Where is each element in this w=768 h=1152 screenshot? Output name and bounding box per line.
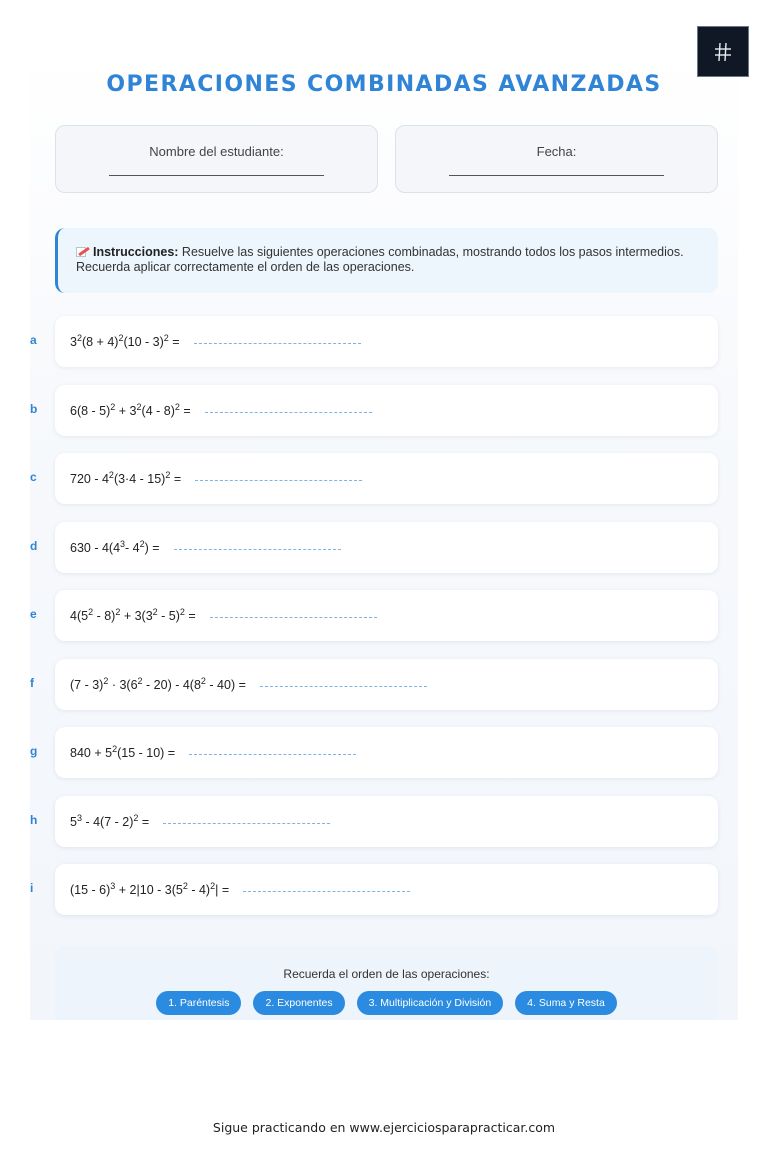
answer-line[interactable] (243, 891, 410, 892)
page-title: OPERACIONES COMBINADAS AVANZADAS (106, 72, 662, 97)
exercise-letter-g: g (30, 744, 38, 758)
exercise-letter-b: b (30, 402, 38, 416)
student-name-line[interactable] (109, 175, 324, 176)
footer-text: Sigue practicando en www.ejerciciosparapracticar.com (212, 1120, 556, 1135)
exercise-letter-h: h (30, 813, 38, 827)
date-box (395, 125, 718, 193)
exercise-letter-c: c (30, 470, 37, 484)
exercise-card-i (55, 864, 718, 915)
exercise-letter-a: a (30, 333, 37, 347)
date-line[interactable] (449, 175, 664, 176)
step-exponents: 2. Exponentes (253, 991, 344, 1015)
order-steps (55, 991, 718, 1015)
exercise-expression: $(15 - 6)^3 + 2|10 - 3(5^2 - 4)^2|$ = (70, 880, 230, 897)
exercise-expression: $5^3 - 4(7 - 2)^2$ = (70, 812, 150, 829)
exercise-expression: $840 + 5^2(15 - 10)$ = (70, 743, 176, 760)
student-name-label: Nombre del estudiante: (149, 144, 284, 159)
exercise-card-d (55, 522, 718, 573)
reminder-title: Recuerda el orden de las operaciones: (283, 967, 490, 981)
order-reminder (55, 946, 718, 1020)
date-label: Fecha: (536, 144, 577, 159)
exercise-card-a (55, 316, 718, 367)
exercise-letter-d: d (30, 539, 38, 553)
answer-line[interactable] (194, 343, 361, 344)
exercise-expression: $630 - 4(4^3-$ $4^2$) = (70, 538, 160, 555)
student-name-box (55, 125, 378, 193)
exercise-card-g (55, 727, 718, 778)
exercise-card-f (55, 659, 718, 710)
answer-line[interactable] (210, 617, 377, 618)
exercise-expression: $4(5^2 - 8)^2 + 3(3^2 - 5)^2$ = (70, 606, 196, 623)
exercise-card-h (55, 796, 718, 847)
exercise-letter-i: i (30, 881, 34, 895)
step-multiplication-division: 3. Multiplicación y División (357, 991, 504, 1015)
exercise-expression: $720 - 4^2(3\cdot 4 - 15)^2$ = (70, 469, 182, 486)
exercise-expression: $(7 - 3)^2 \cdot 3(6^2 - 20) - 4(8^2 - 40)$ = (70, 675, 246, 692)
answer-line[interactable] (163, 823, 330, 824)
instructions-text: Resuelve las siguientes operaciones combinadas, mostrando todos los pasos intermedios. Recuerda aplicar correctamente el orden de las operaciones. (76, 245, 684, 274)
exercise-card-e (55, 590, 718, 641)
step-parentheses: 1. Paréntesis (156, 991, 241, 1015)
exercise-expression: $6(8 - 5)^2 + 3^2(4 - 8)^2$ = (70, 401, 191, 418)
hashtag-logo-icon (712, 41, 734, 63)
brand-logo (697, 26, 749, 77)
answer-line[interactable] (205, 412, 372, 413)
answer-line[interactable] (260, 686, 427, 687)
pencil-note-icon (76, 246, 89, 257)
exercise-letter-e: e (30, 607, 37, 621)
instructions-box (55, 228, 718, 293)
exercise-card-b (55, 385, 718, 436)
answer-line[interactable] (195, 480, 362, 481)
answer-line[interactable] (189, 754, 356, 755)
exercise-expression: $3^2(8 + 4)^2(10 - 3)^2$ = (70, 332, 180, 349)
answer-line[interactable] (174, 549, 341, 550)
exercise-card-c (55, 453, 718, 504)
step-addition-subtraction: 4. Suma y Resta (515, 991, 617, 1015)
exercise-letter-f: f (30, 676, 34, 690)
instructions-heading: Instrucciones: (93, 245, 179, 259)
